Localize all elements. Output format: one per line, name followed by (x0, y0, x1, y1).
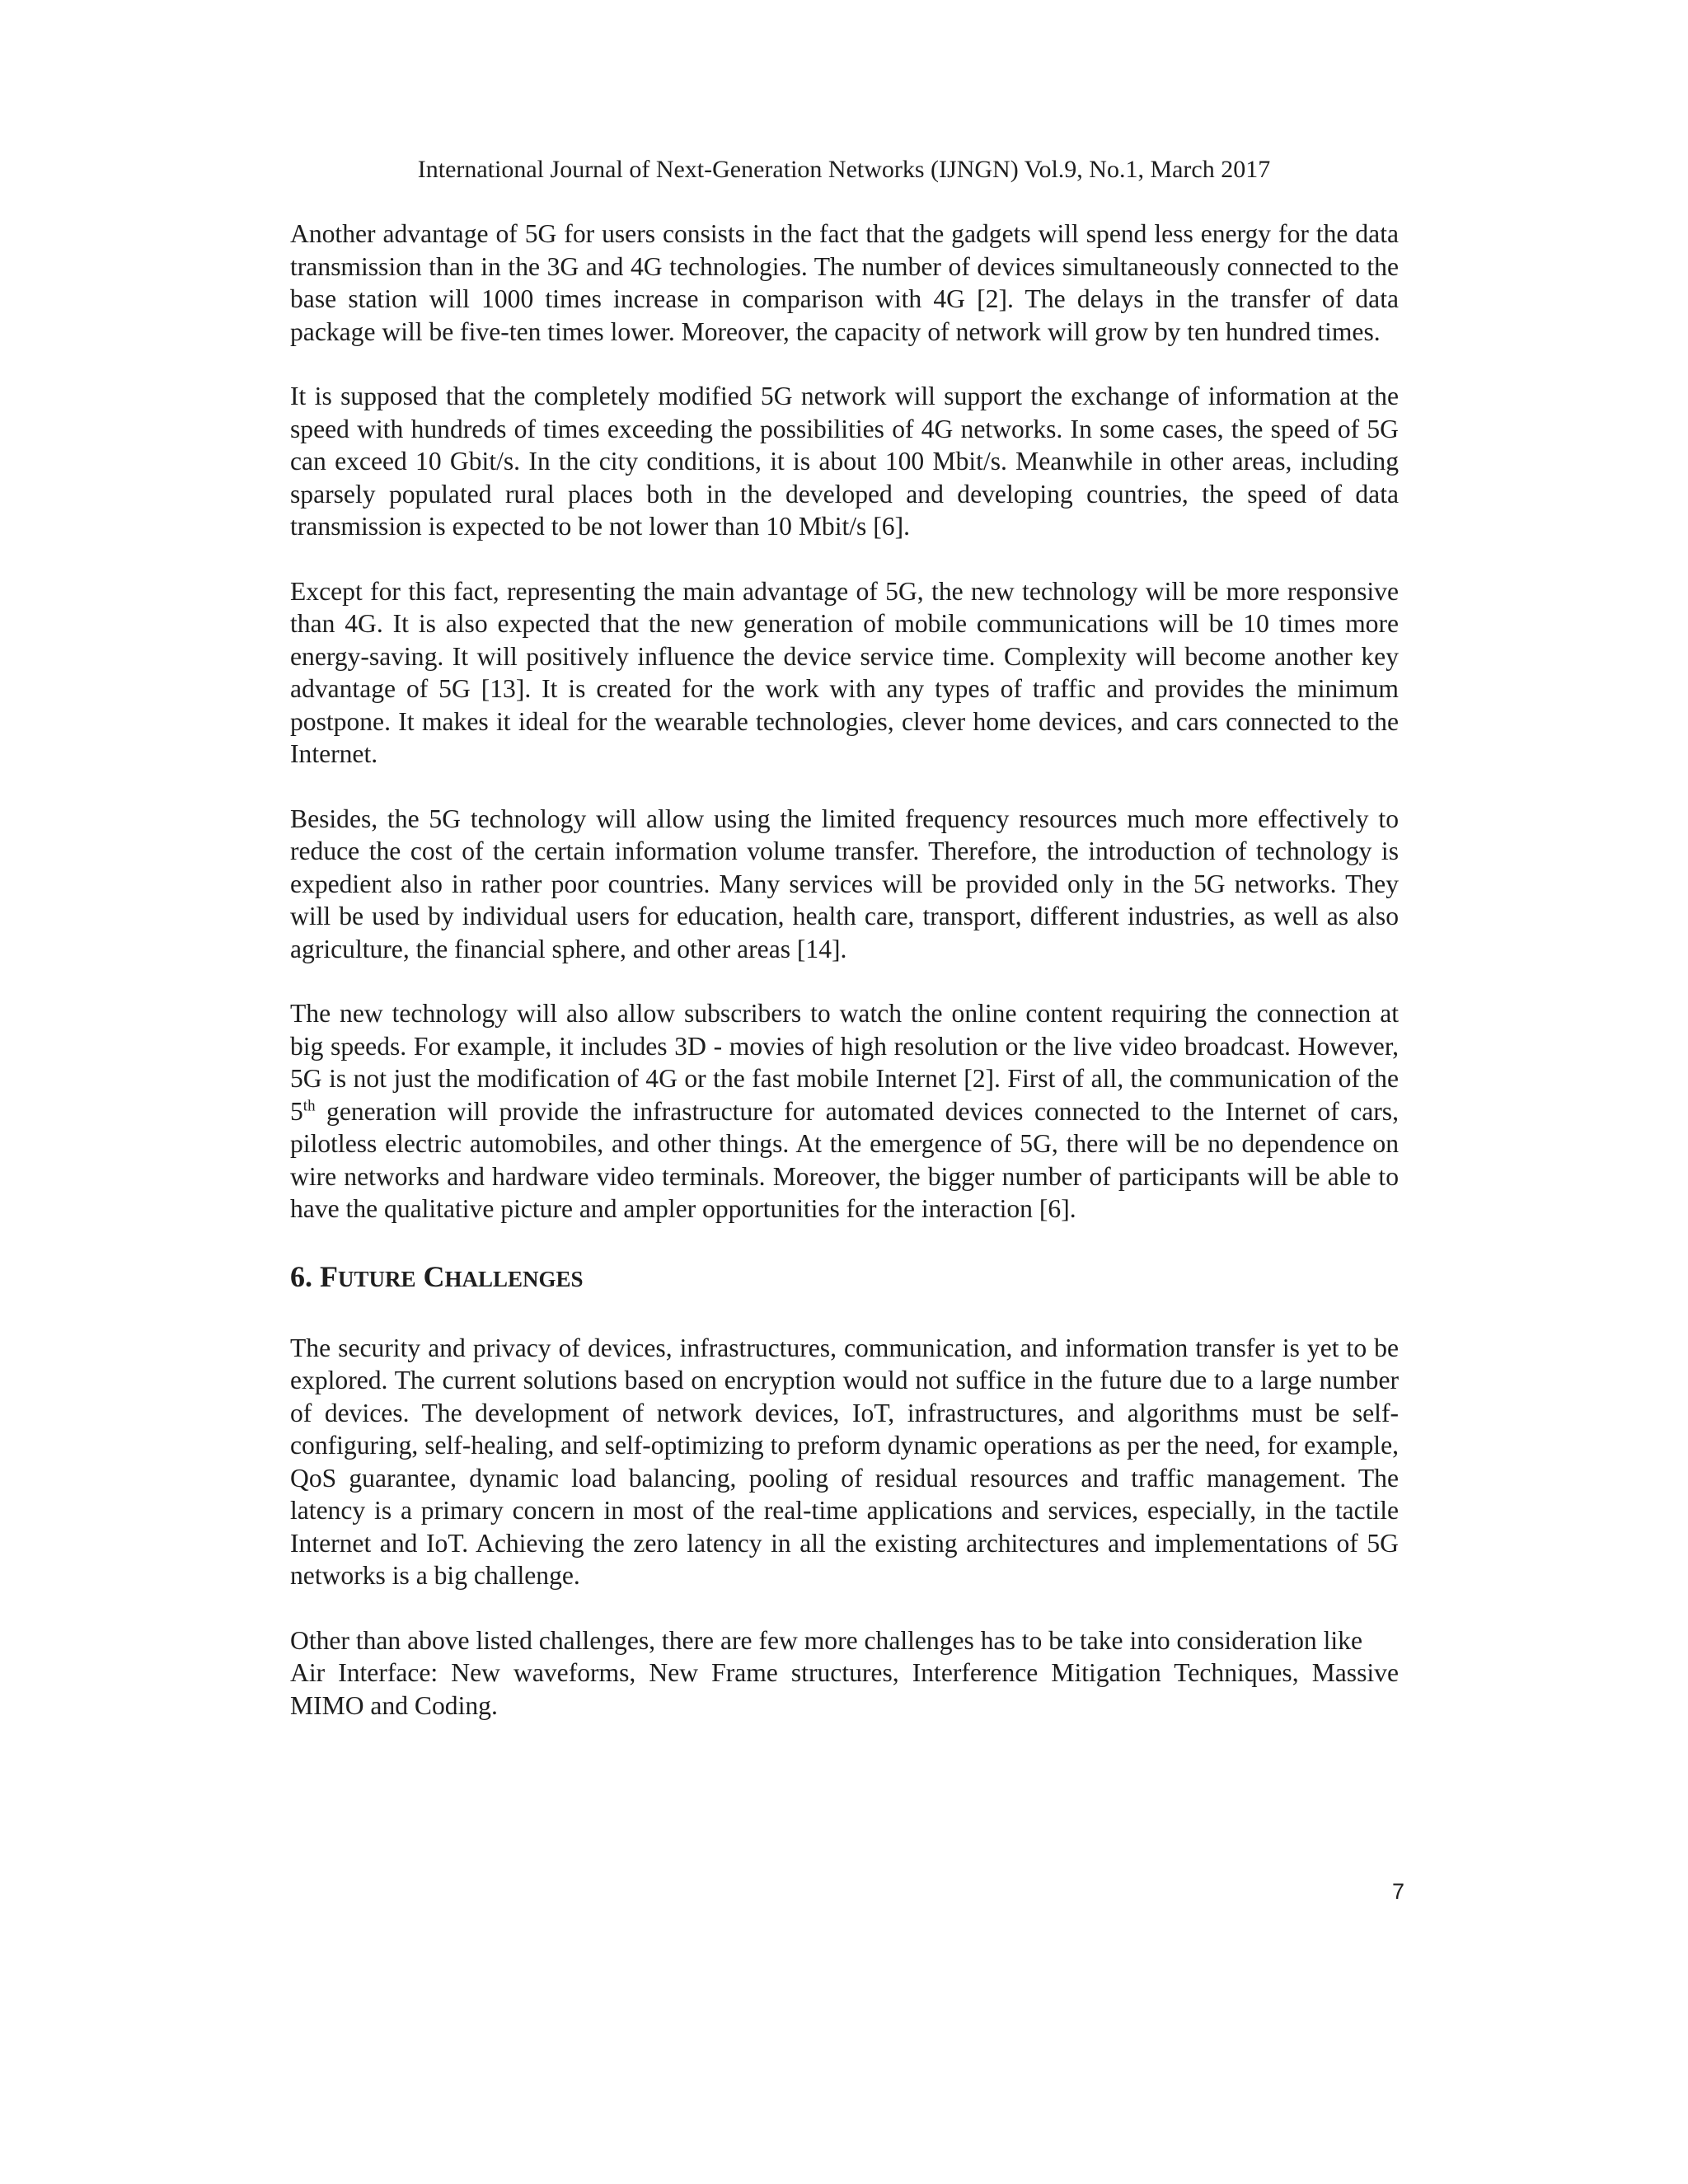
section-heading-future-challenges (290, 1258, 1399, 1298)
ordinal-superscript: th (302, 1096, 316, 1114)
heading-word1-rest: UTURE (338, 1266, 416, 1291)
body-text (290, 218, 1399, 1722)
section-number: 6. (290, 1259, 312, 1293)
page-number: 7 (1391, 1879, 1404, 1904)
paragraph-responsiveness: Except for this fact, representing the main advantage of 5G, the new technology will be more responsive than 4G. It is also expected that the new generation of mobile communications will be 10 times more energy-saving. It will positively influence the device service time. Complexity will become another key advantage of 5G [13]. It is created for the work with any types of traffic and provides the minimum postpone. It makes it ideal for the wearable technologies, clever home devices, and cars connected to the Internet. (290, 576, 1399, 768)
paragraph-network-speed: It is supposed that the completely modified 5G network will support the exchange of information at the speed with hundreds of times exceeding the possibilities of 4G networks. In some cases, the speed of 5G can exceed 10 Gbit/s. In the city conditions, it is about 100 Mbit/s. Meanwhile in other areas, including sparsely populated rural places both in the developed and developing countries, the speed of data transmission is expected to be not lower than 10 Mbit/s [6]. (290, 382, 1399, 541)
paragraph-security-privacy: The security and privacy of devices, infrastructures, communication, and information transfer is yet to be explored. The current solutions based on encryption would not suffice in the future due to a large number of devices. The development of network devices, IoT, infrastructures, and algorithms must be self-configuring, self-healing, and self-optimizing to preform dynamic operations as per the need, for example, QoS guarantee, dynamic load balancing, pooling of residual resources and traffic management. The latency is a primary concern in most of the real-time applications and services, especially, in the tactile Internet and IoT. Achieving the zero latency in all the existing architectures and implementations of 5G networks is a big challenge. (290, 1333, 1399, 1590)
heading-word2-rest: HALLENGES (444, 1266, 584, 1291)
paragraph-energy-advantage: Another advantage of 5G for users consists in the fact that the gadgets will spend less energy for the data transmission than in the 3G and 4G technologies. The number of devices simultaneously connected to the base station will 1000 times increase in comparison with 4G [2]. The delays in the transfer of data package will be five-ten times lower. Moreover, the capacity of network will grow by ten hundred times. (290, 219, 1399, 346)
running-header: International Journal of Next-Generation Networks (IJNGN) Vol.9, No.1, March 2017 (417, 156, 1271, 183)
heading-word2-initial: C (423, 1259, 445, 1293)
paragraph-online-content-part2: generation will provide the infrastructure for automated devices connected to the Internet of cars, pilotless electric automobiles, and other things. At the emergence of 5G, there will be no dependence on wire networks and hardware video terminals. Moreover, the bigger number of participants will be able to have the qualitative picture and ampler opportunities for the interaction [6]. (290, 1096, 1399, 1223)
heading-word1-initial: F (320, 1259, 338, 1293)
paragraph-air-interface: Air Interface: New waveforms, New Frame structures, Interference Mitigation Techniques, Massive MIMO and Coding. (290, 1658, 1399, 1720)
paragraph-frequency-resources: Besides, the 5G technology will allow using the limited frequency resources much more effectively to reduce the cost of the certain information volume transfer. Therefore, the introduction of technology is expedient also in rather poor countries. Many services will be provided only in the 5G networks. They will be used by individual users for education, health care, transport, different industries, as well as also agriculture, the financial sphere, and other areas [14]. (290, 804, 1399, 963)
paragraph-online-content-part1: The new technology will also allow subscribers to watch the online content requiring the connection at big speeds. For example, it includes 3D - movies of high resolution or the live video broadcast. However, 5G is not just the modification of 4G or the fast mobile Internet [2]. First of all, the communication of the 5 (290, 999, 1399, 1126)
paragraph-other-challenges: Other than above listed challenges, there are few more challenges has to be take into consideration like (290, 1625, 1362, 1655)
paragraph-online-content (290, 997, 1399, 1226)
